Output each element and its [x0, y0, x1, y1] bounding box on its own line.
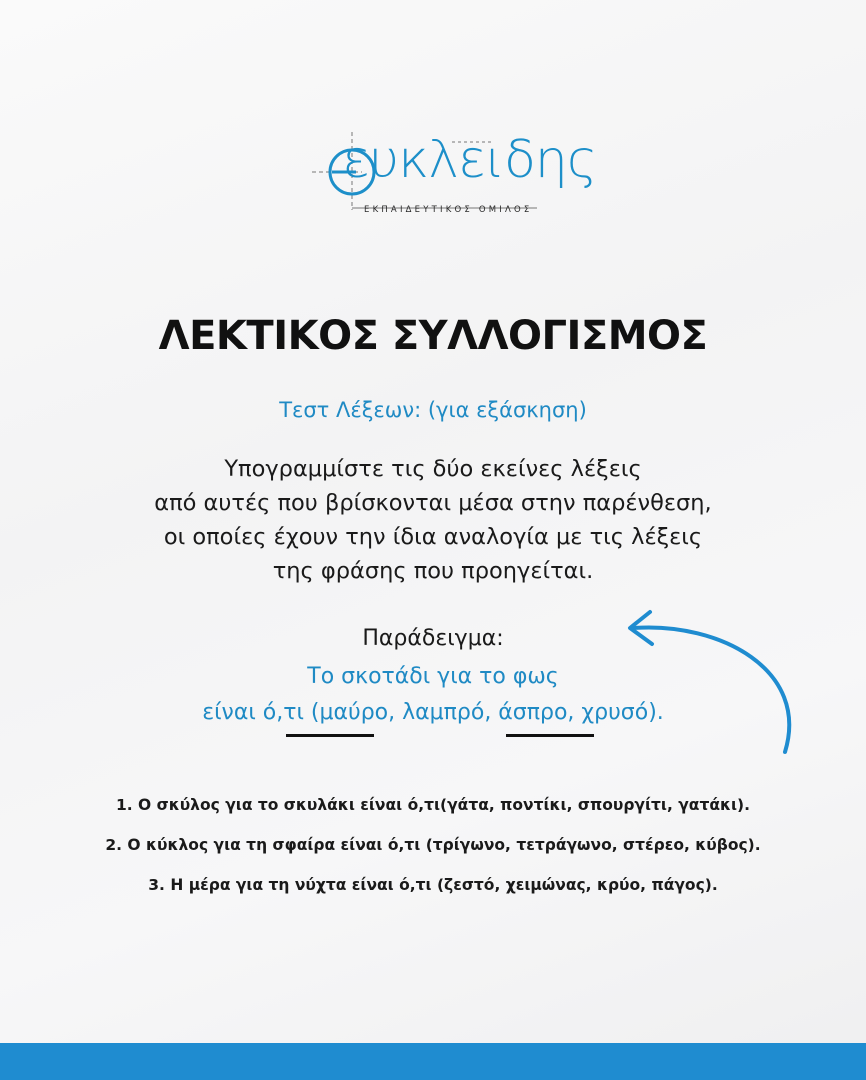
- instruction-line: από αυτές που βρίσκονται μέσα στην παρένθεση,: [154, 490, 712, 516]
- instruction-line: οι οποίες έχουν την ίδια αναλογία με τις λέξεις: [163, 524, 703, 550]
- example-line-2: είναι ό,τι (μαύρο, λαμπρό, άσπρο, χρυσό).: [202, 700, 664, 725]
- bottom-bar: [0, 1043, 866, 1080]
- list-item: 3. Η μέρα για τη νύχτα είναι ό,τι (ζεστό, χειμώνας, κρύο, πάγος).: [148, 876, 718, 894]
- list-item: 1. Ο σκύλος για το σκυλάκι είναι ό,τι(γάτα, ποντίκι, σπουργίτι, γατάκι).: [115, 796, 751, 814]
- exercise-list: [0, 792, 866, 912]
- underline-aspro: [506, 734, 594, 737]
- page-title: ΛΕΚΤΙΚΟΣ ΣΥΛΛΟΓΙΣΜΟΣ: [158, 313, 708, 359]
- subtitle: Τεστ Λέξεων: (για εξάσκηση): [279, 398, 587, 422]
- logo-tagline: ΕΚΠΑΙΔΕΥΤΙΚΟΣ ΟΜΙΛΟΣ: [364, 205, 533, 215]
- list-item: 2. Ο κύκλος για τη σφαίρα είναι ό,τι (τρίγωνο, τετράγωνο, στέρεο, κύβος).: [105, 836, 761, 854]
- example-line-1: Το σκοτάδι για το φως: [307, 664, 559, 689]
- logo-wordmark: ευκλειδης: [342, 130, 597, 190]
- example-label: Παράδειγμα:: [362, 626, 504, 651]
- instruction-line: της φράσης που προηγείται.: [272, 558, 594, 584]
- logo: [312, 128, 597, 224]
- instructions: [0, 452, 866, 588]
- curved-arrow-icon: [610, 590, 810, 770]
- instruction-line: Υπογραμμίστε τις δύο εκείνες λέξεις: [224, 456, 642, 482]
- underline-mavro: [286, 734, 374, 737]
